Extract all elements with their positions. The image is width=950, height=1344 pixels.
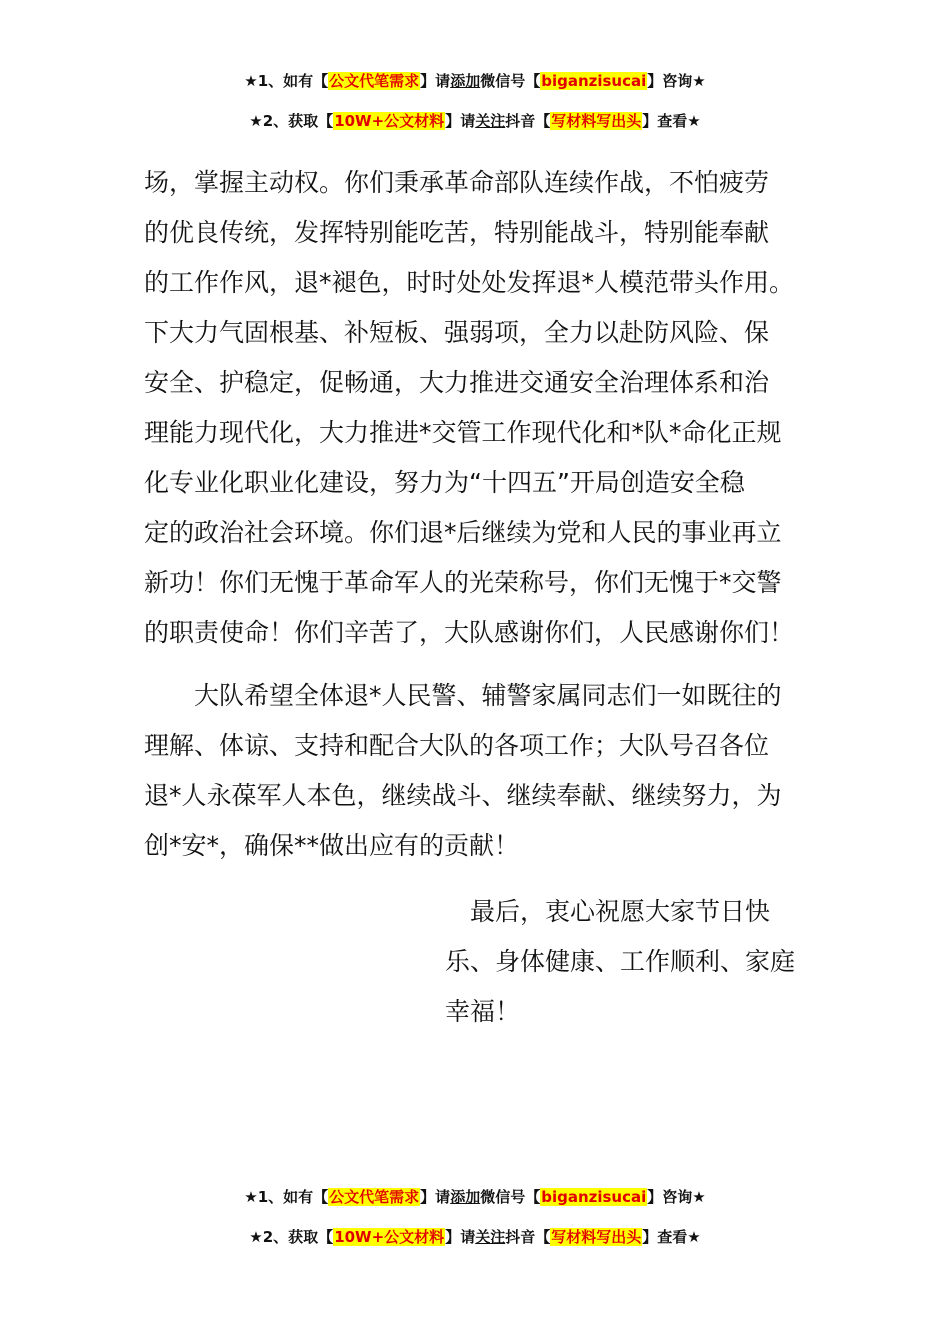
banner-text: 】查看★ bbox=[642, 112, 701, 130]
highlight-service: 公文代笔需求 bbox=[329, 72, 420, 90]
text-line: 化专业化职业化建设，努力为“十四五”开局创造安全稳 bbox=[144, 468, 745, 497]
banner-text: 微信号【 bbox=[480, 1188, 541, 1206]
highlight-materials: 10W+公文材料 bbox=[334, 112, 445, 130]
banner-text: 抖音【 bbox=[505, 112, 551, 130]
underlined-text: 添加 bbox=[450, 72, 481, 90]
underlined-text: 添加 bbox=[450, 1188, 481, 1206]
banner-text: 微信号【 bbox=[480, 72, 541, 90]
highlight-wechat-id: biganzisucai bbox=[541, 72, 647, 90]
highlight-service: 公文代笔需求 bbox=[329, 1188, 420, 1206]
underlined-text: 关注 bbox=[475, 112, 506, 130]
text-line: 的职责使命！你们辛苦了，大队感谢你们，人民感谢你们！ bbox=[144, 618, 795, 647]
banner-text: ★2、获取【 bbox=[249, 112, 334, 130]
text-line: 幸福！ bbox=[445, 997, 521, 1026]
text-line: 定的政治社会环境。你们退*后继续为党和人民的事业再立 bbox=[144, 518, 782, 547]
text-line: 最后，衷心祝愿大家节日快 bbox=[445, 897, 771, 926]
banner-text: ★2、获取【 bbox=[249, 1228, 334, 1246]
text-line: 的工作作风，退*褪色，时时处处发挥退*人模范带头作用。 bbox=[144, 268, 795, 297]
highlight-materials: 10W+公文材料 bbox=[334, 1228, 445, 1246]
banner-text: 】请 bbox=[445, 112, 476, 130]
text-line: 退*人永葆军人本色，继续战斗、继续奉献、继续努力，为 bbox=[144, 781, 782, 810]
text-line: 创*安*，确保**做出应有的贡献！ bbox=[144, 831, 520, 860]
underlined-text: 关注 bbox=[475, 1228, 506, 1246]
bottom-banner-line-1 bbox=[0, 1186, 950, 1208]
body-paragraph-1 bbox=[144, 158, 824, 658]
text-line: 理能力现代化，大力推进*交管工作现代化和*队*命化正规 bbox=[144, 418, 782, 447]
highlight-douyin-account: 写材料写出头 bbox=[551, 1228, 642, 1246]
text-line: 场，掌握主动权。你们秉承革命部队连续作战，不怕疲劳 bbox=[144, 168, 770, 197]
top-banner-line-2 bbox=[0, 110, 950, 132]
text-line: 的优良传统，发挥特别能吃苦，特别能战斗，特别能奉献 bbox=[144, 218, 770, 247]
text-line: 安全、护稳定，促畅通，大力推进交通安全治理体系和治 bbox=[144, 368, 770, 397]
banner-text: 】咨询★ bbox=[647, 1188, 706, 1206]
closing-wishes bbox=[445, 887, 825, 1037]
banner-text: ★1、如有【 bbox=[244, 1188, 329, 1206]
text-line: 理解、体谅、支持和配合大队的各项工作；大队号召各位 bbox=[144, 731, 770, 760]
banner-text: 】请 bbox=[420, 1188, 451, 1206]
banner-text: 】查看★ bbox=[642, 1228, 701, 1246]
highlight-douyin-account: 写材料写出头 bbox=[551, 112, 642, 130]
text-line: 下大力气固根基、补短板、强弱项，全力以赴防风险、保 bbox=[144, 318, 770, 347]
banner-text: 】请 bbox=[445, 1228, 476, 1246]
top-banner-line-1 bbox=[0, 70, 950, 92]
highlight-wechat-id: biganzisucai bbox=[541, 1188, 647, 1206]
text-line: 大队希望全体退*人民警、辅警家属同志们一如既往的 bbox=[144, 681, 782, 710]
text-line: 乐、身体健康、工作顺利、家庭 bbox=[445, 947, 796, 976]
banner-text: 】请 bbox=[420, 72, 451, 90]
banner-text: 】咨询★ bbox=[647, 72, 706, 90]
banner-text: 抖音【 bbox=[505, 1228, 551, 1246]
body-paragraph-2 bbox=[144, 671, 824, 871]
text-line: 新功！你们无愧于革命军人的光荣称号，你们无愧于*交警 bbox=[144, 568, 782, 597]
bottom-banner-line-2 bbox=[0, 1226, 950, 1248]
banner-text: ★1、如有【 bbox=[244, 72, 329, 90]
